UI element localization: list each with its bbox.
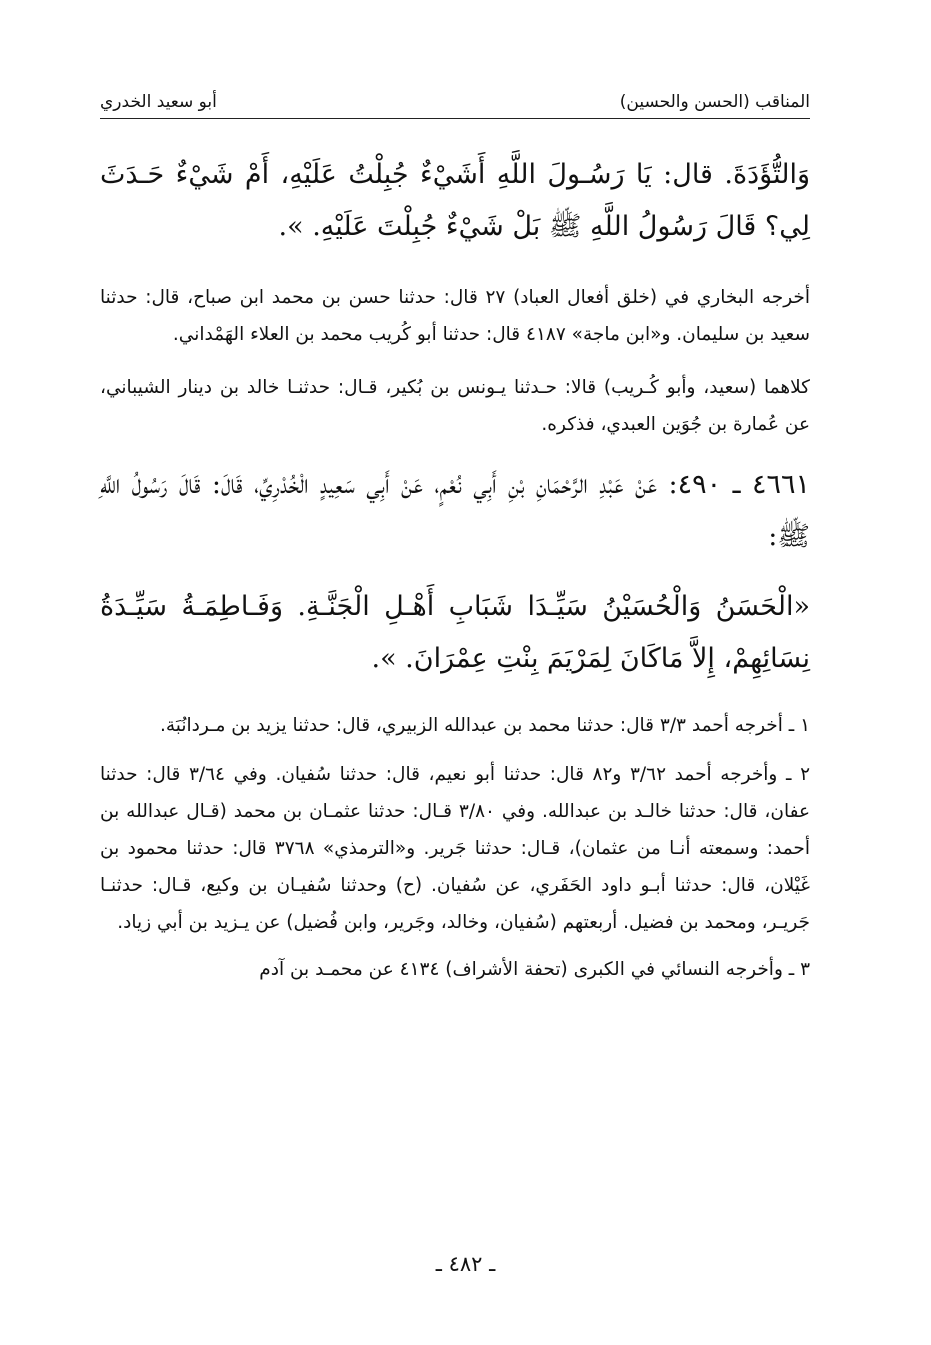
page-content xyxy=(100,88,810,988)
continued-hadith-text: وَالتُّؤَدَةَ. قال: يَا رَسُـولَ اللَّهِ أَشَيْءٌ جُبِلْتُ عَلَيْهِ، أَمْ شَيْءٌ حَـدَثَ لِي؟ قَالَ رَسُولُ اللَّهِ ﷺ بَلْ شَيْءٌ جُبِلْتَ عَلَيْهِ. ». xyxy=(100,159,810,242)
header-narrator-title: أبو سعيد الخدري xyxy=(100,92,217,112)
header-section-title: المناقب (الحسن والحسين) xyxy=(619,92,810,112)
running-header xyxy=(100,88,810,119)
page-number: ـ ٤٨٢ ـ xyxy=(435,1252,496,1276)
takhrij-paragraph: ٢ ـ وأخرجه أحمد ٣/٦٢ و٨٢ قال: حدثنا أبو نعيم، قال: حدثنا سُفيان. وفي ٣/٦٤ قال: حدثنا عفان، قال: حدثنا خالـد بن عبدالله. وفي ٣/٨٠ قـال: حدثنا عثمـان بن محمد (قـال عبدالله بن أحمد: وسمعته أنـا من عثمان)، قـال: حدثنا جَرير. و«الترمذي» ٣٧٦٨ قال: حدثنا محمود بن غَيْلان، قال: حدثنا أبـو داود الحَفَري، عن سُفيان. (ح) وحدثنا سُفيـان بن وكيع، قـال: حدثنـا جَريـر، ومحمد بن فضيل. أربعتهم (سُفيان، وخالد، وجَرير، وابن فُضيل) عن يـزيد بن أبي زياد. xyxy=(100,764,810,933)
takhrij-paragraph: ٣ ـ وأخرجه النسائي في الكبرى (تحفة الأشراف) ٤١٣٤ عن محمـد بن آدم xyxy=(259,959,810,980)
takhrij-paragraph: كلاهما (سعيد، وأبو كُـريب) قالا: حـدثنا يـونس بن بُكير، قـال: حدثنـا خالد بن دينار الشيباني، عن عُمارة بن جُوَين العبدي، فذكره. xyxy=(100,377,810,435)
hadith-matn: «الْحَسَنُ وَالْحُسَيْنُ سَيِّـدَا شَبَابِ أَهْـلِ الْجَنَّـةِ. وَفَـاطِمَـةُ سَيِّـدَةُ نِسَائِهِمْ، إِلاَّ مَاكَانَ لِمَرْيَمَ بِنْتِ عِمْرَانَ. ». xyxy=(100,591,810,674)
takhrij-paragraph: أخرجه البخاري في (خلق أفعال العباد) ٢٧ قال: حدثنا حسن بن محمد ابن صباح، قال: حدثنا سعيد بن سليمان. و«ابن ماجة» ٤١٨٧ قال: حدثنا أبو كُريب محمد بن العلاء الهَمْداني. xyxy=(100,287,810,345)
hadith-isnad: ٤٦٦١ ـ ٤٩٠: عَنْ عَبْدِ الرَّحْمَانِ بْنِ أَبِي نُعْمٍ، عَنْ أَبِي سَعِيدٍ الْخُدْرِيِّ، قَالَ: قَالَ رَسُولُ اللَّهِ ﷺ: xyxy=(100,469,810,552)
takhrij-paragraph: ١ ـ أخرجه أحمد ٣/٣ قال: حدثنا محمد بن عبدالله الزبيري، قال: حدثنا يزيد بن مـردانُبَة. xyxy=(159,715,810,736)
